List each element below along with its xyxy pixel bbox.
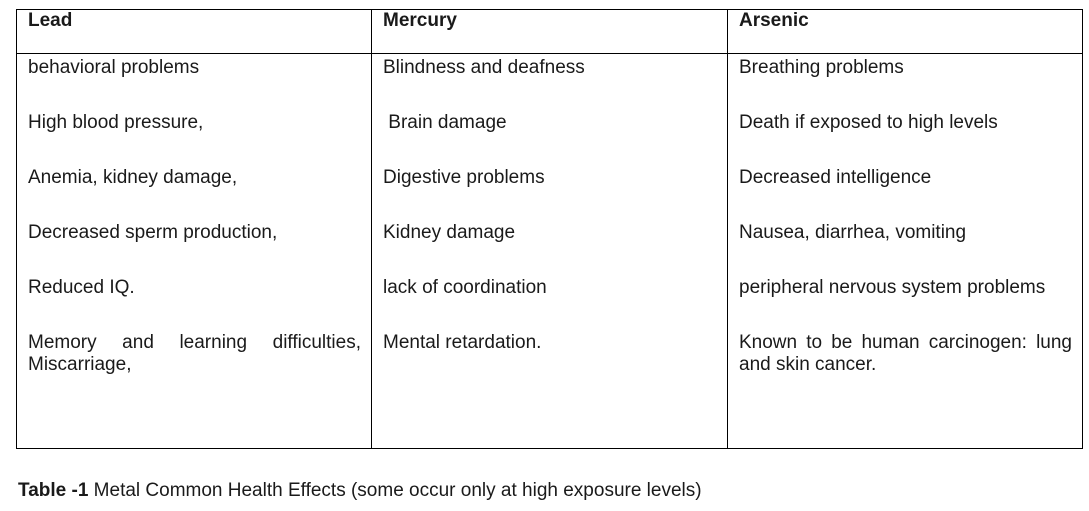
- list-item: behavioral problems: [28, 57, 200, 78]
- lead-effects-cell: [17, 54, 372, 449]
- arsenic-effects-list: [739, 57, 1072, 376]
- table-body-row: [17, 54, 1083, 449]
- caption-label: Table -1: [18, 480, 89, 501]
- list-item: High blood pressure,: [28, 112, 204, 133]
- caption-text: Metal Common Health Effects (some occur only at high exposure levels): [88, 480, 702, 501]
- arsenic-effects-cell: [728, 54, 1083, 449]
- list-item: Known to be human carcinogen: lung and skin cancer.: [739, 332, 1072, 375]
- header-lead: Lead: [17, 10, 372, 54]
- list-item: Decreased intelligence: [739, 167, 932, 188]
- list-item: Mental retardation.: [383, 332, 542, 353]
- list-item: Death if exposed to high levels: [739, 112, 998, 133]
- list-item: Breathing problems: [739, 57, 904, 78]
- list-item: Digestive problems: [383, 167, 545, 188]
- header-arsenic: Arsenic: [728, 10, 1083, 54]
- mercury-effects-cell: [372, 54, 728, 449]
- list-item: Memory and learning difficulties, Miscarriage,: [28, 332, 361, 375]
- lead-effects-list: [28, 57, 361, 376]
- list-item: Anemia, kidney damage,: [28, 167, 238, 188]
- list-item: Brain damage: [383, 112, 507, 133]
- header-mercury: Mercury: [372, 10, 728, 54]
- mercury-effects-list: [383, 57, 717, 354]
- list-item: Nausea, diarrhea, vomiting: [739, 222, 967, 243]
- list-item: Reduced IQ.: [28, 277, 135, 298]
- list-item: peripheral nervous system problems: [739, 277, 1046, 298]
- health-effects-table: [16, 9, 1083, 449]
- list-item: Kidney damage: [383, 222, 516, 243]
- table-caption: [18, 480, 702, 502]
- table-header-row: [17, 10, 1083, 54]
- list-item: lack of coordination: [383, 277, 547, 298]
- list-item: Decreased sperm production,: [28, 222, 278, 243]
- list-item: Blindness and deafness: [383, 57, 585, 78]
